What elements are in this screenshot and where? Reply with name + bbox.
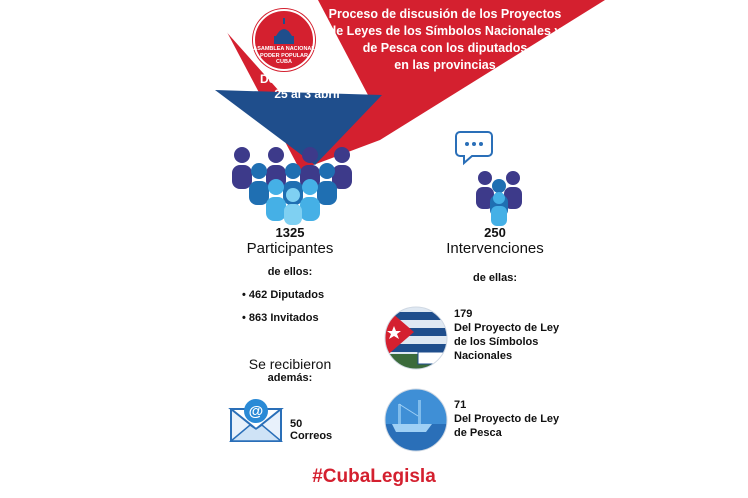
intervention-item-line: Del Proyecto de Ley [454, 413, 560, 425]
header-title-line: de Pesca con los diputados [362, 41, 528, 55]
interventions-block [430, 225, 560, 257]
hashtag: #CubaLegisla [312, 466, 436, 487]
intervention-item-line: Nacionales [454, 350, 513, 362]
dates-line: Desarrollado del [259, 72, 355, 86]
intervention-item-line: de los Símbolos [454, 336, 539, 348]
interventions-label: Intervenciones [446, 240, 544, 257]
fishing-harbor-icon [384, 388, 448, 452]
additional-block [230, 356, 350, 384]
speech-people-icon [455, 128, 535, 228]
email-icon [228, 395, 286, 445]
intervention-item-line: Del Proyecto de Ley [454, 322, 560, 334]
emails-label: Correos [290, 430, 333, 442]
header-dates [252, 72, 362, 102]
logo-subtitle: PODER POPULAR [260, 52, 308, 59]
participants-count: 1325 [275, 225, 305, 240]
dates-line: 25 al 3 abril [274, 87, 340, 101]
participants-sub-label: de ellos: [267, 266, 313, 278]
intervention-item-count: 179 [454, 308, 473, 320]
participants-item: • 462 Diputados [242, 289, 325, 301]
header-title [300, 6, 590, 74]
intervention-item-count: 71 [454, 399, 467, 411]
participants-label: Participantes [246, 240, 334, 257]
intervention-item [454, 398, 559, 440]
logo-country: CUBA [276, 59, 292, 65]
cuba-flag-icon [384, 306, 448, 370]
participants-block [230, 225, 350, 257]
header-title-line: Proceso de discusión de los Proyectos [328, 7, 562, 21]
emails-count: 50 [290, 418, 303, 430]
svg-text:@: @ [248, 403, 264, 420]
interventions-count: 250 [484, 225, 506, 240]
interventions-sub-label: de ellas: [472, 272, 518, 284]
participants-item: • 863 Invitados [242, 312, 319, 324]
intervention-item-line: de Pesca [454, 427, 502, 439]
emails-block [290, 418, 332, 442]
header-title-line: de Leyes de los Símbolos Nacionales y [328, 24, 562, 38]
logo-title: ASAMBLEA NACIONAL [253, 46, 315, 52]
additional-subtitle: además: [267, 372, 313, 384]
intervention-item [454, 307, 559, 363]
people-group-icon [228, 145, 358, 225]
speech-bubble-icon [456, 132, 492, 163]
additional-title: Se recibieron [248, 356, 332, 372]
header-title-line: en las provincias [394, 58, 496, 72]
